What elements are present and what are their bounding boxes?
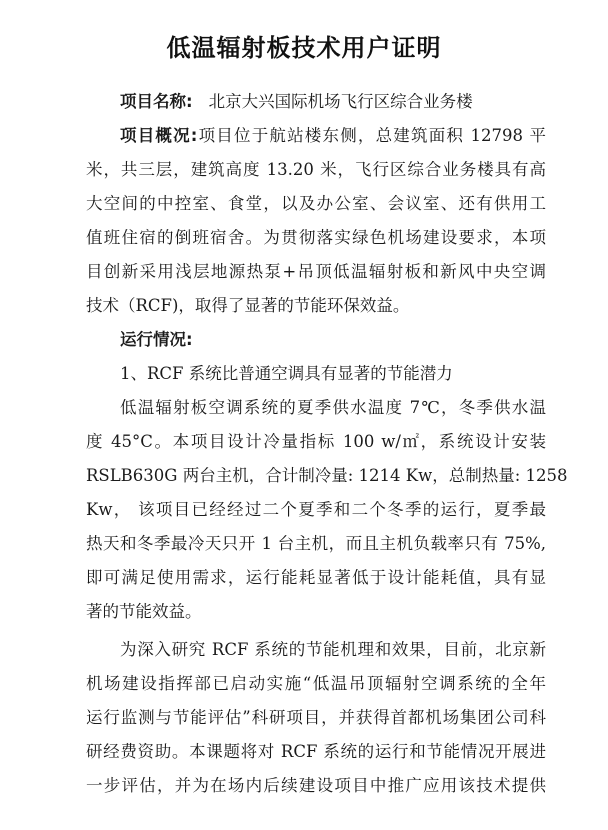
paragraph1-line-1: 低温辐射板空调系统的夏季供水温度 7℃，冬季供水温 xyxy=(120,398,546,417)
paragraph1-line-3: RSLB630G 两台主机，合计制冷量: 1214 Kw，总制热量: 1258 xyxy=(86,466,568,485)
operation-label: 运行情况: xyxy=(120,330,193,349)
project-name-value: 北京大兴国际机场飞行区综合业务楼 xyxy=(208,92,473,111)
section1-heading: 1、RCF 系统比普通空调具有显著的节能潜力 xyxy=(120,364,453,383)
paragraph2-line-4: 研经费资助。本课题将对 RCF 系统的运行和节能情况开展进 xyxy=(86,742,546,761)
paragraph1-line-2: 度 45°C。本项目设计冷量指标 100 w/㎡，系统设计安装 xyxy=(86,432,546,451)
overview-line-4: 值班住宿的倒班宿舍。为贯彻落实绿色机场建设要求，本项 xyxy=(86,228,546,247)
overview-line-1 xyxy=(120,126,546,146)
overview-label: 项目概况: xyxy=(120,126,198,145)
paragraph2-line-2: 机场建设指挥部已启动实施“低温吊顶辐射空调系统的全年 xyxy=(86,674,546,693)
overview-text-1: 项目位于航站楼东侧，总建筑面积 12798 平 xyxy=(197,126,546,145)
paragraph1-line-7: 著的节能效益。 xyxy=(86,602,202,621)
overview-line-6: 技术（RCF)，取得了显著的节能环保效益。 xyxy=(86,296,410,315)
overview-line-5: 目创新采用浅层地源热泵+吊顶低温辐射板和新风中央空调 xyxy=(86,262,546,281)
paragraph2-line-1: 为深入研究 RCF 系统的节能机理和效果，目前，北京新 xyxy=(120,640,546,659)
paragraph1-line-6: 即可满足使用需求，运行能耗显著低于设计能耗值，具有显 xyxy=(86,568,546,587)
document-title: 低温辐射板技术用户证明 xyxy=(166,34,442,62)
paragraph2-line-5: 一步评估，并为在场内后续建设项目中推广应用该技术提供 xyxy=(86,776,546,795)
project-name-label: 项目名称: xyxy=(120,92,193,111)
paragraph1-line-5: 热天和冬季最冷天只开 1 台主机，而且主机负载率只有 75%, xyxy=(86,534,546,553)
overview-line-3: 大空间的中控室、食堂，以及办公室、会议室、还有供用工 xyxy=(86,194,546,213)
project-name-line xyxy=(120,92,546,112)
paragraph2-line-3: 运行监测与节能评估”科研项目，并获得首都机场集团公司科 xyxy=(86,708,546,727)
overview-line-2: 米，共三层，建筑高度 13.20 米，飞行区综合业务楼具有高 xyxy=(86,160,546,179)
paragraph1-line-4: Kw， 该项目已经经过二个夏季和二个冬季的运行，夏季最 xyxy=(86,500,546,519)
